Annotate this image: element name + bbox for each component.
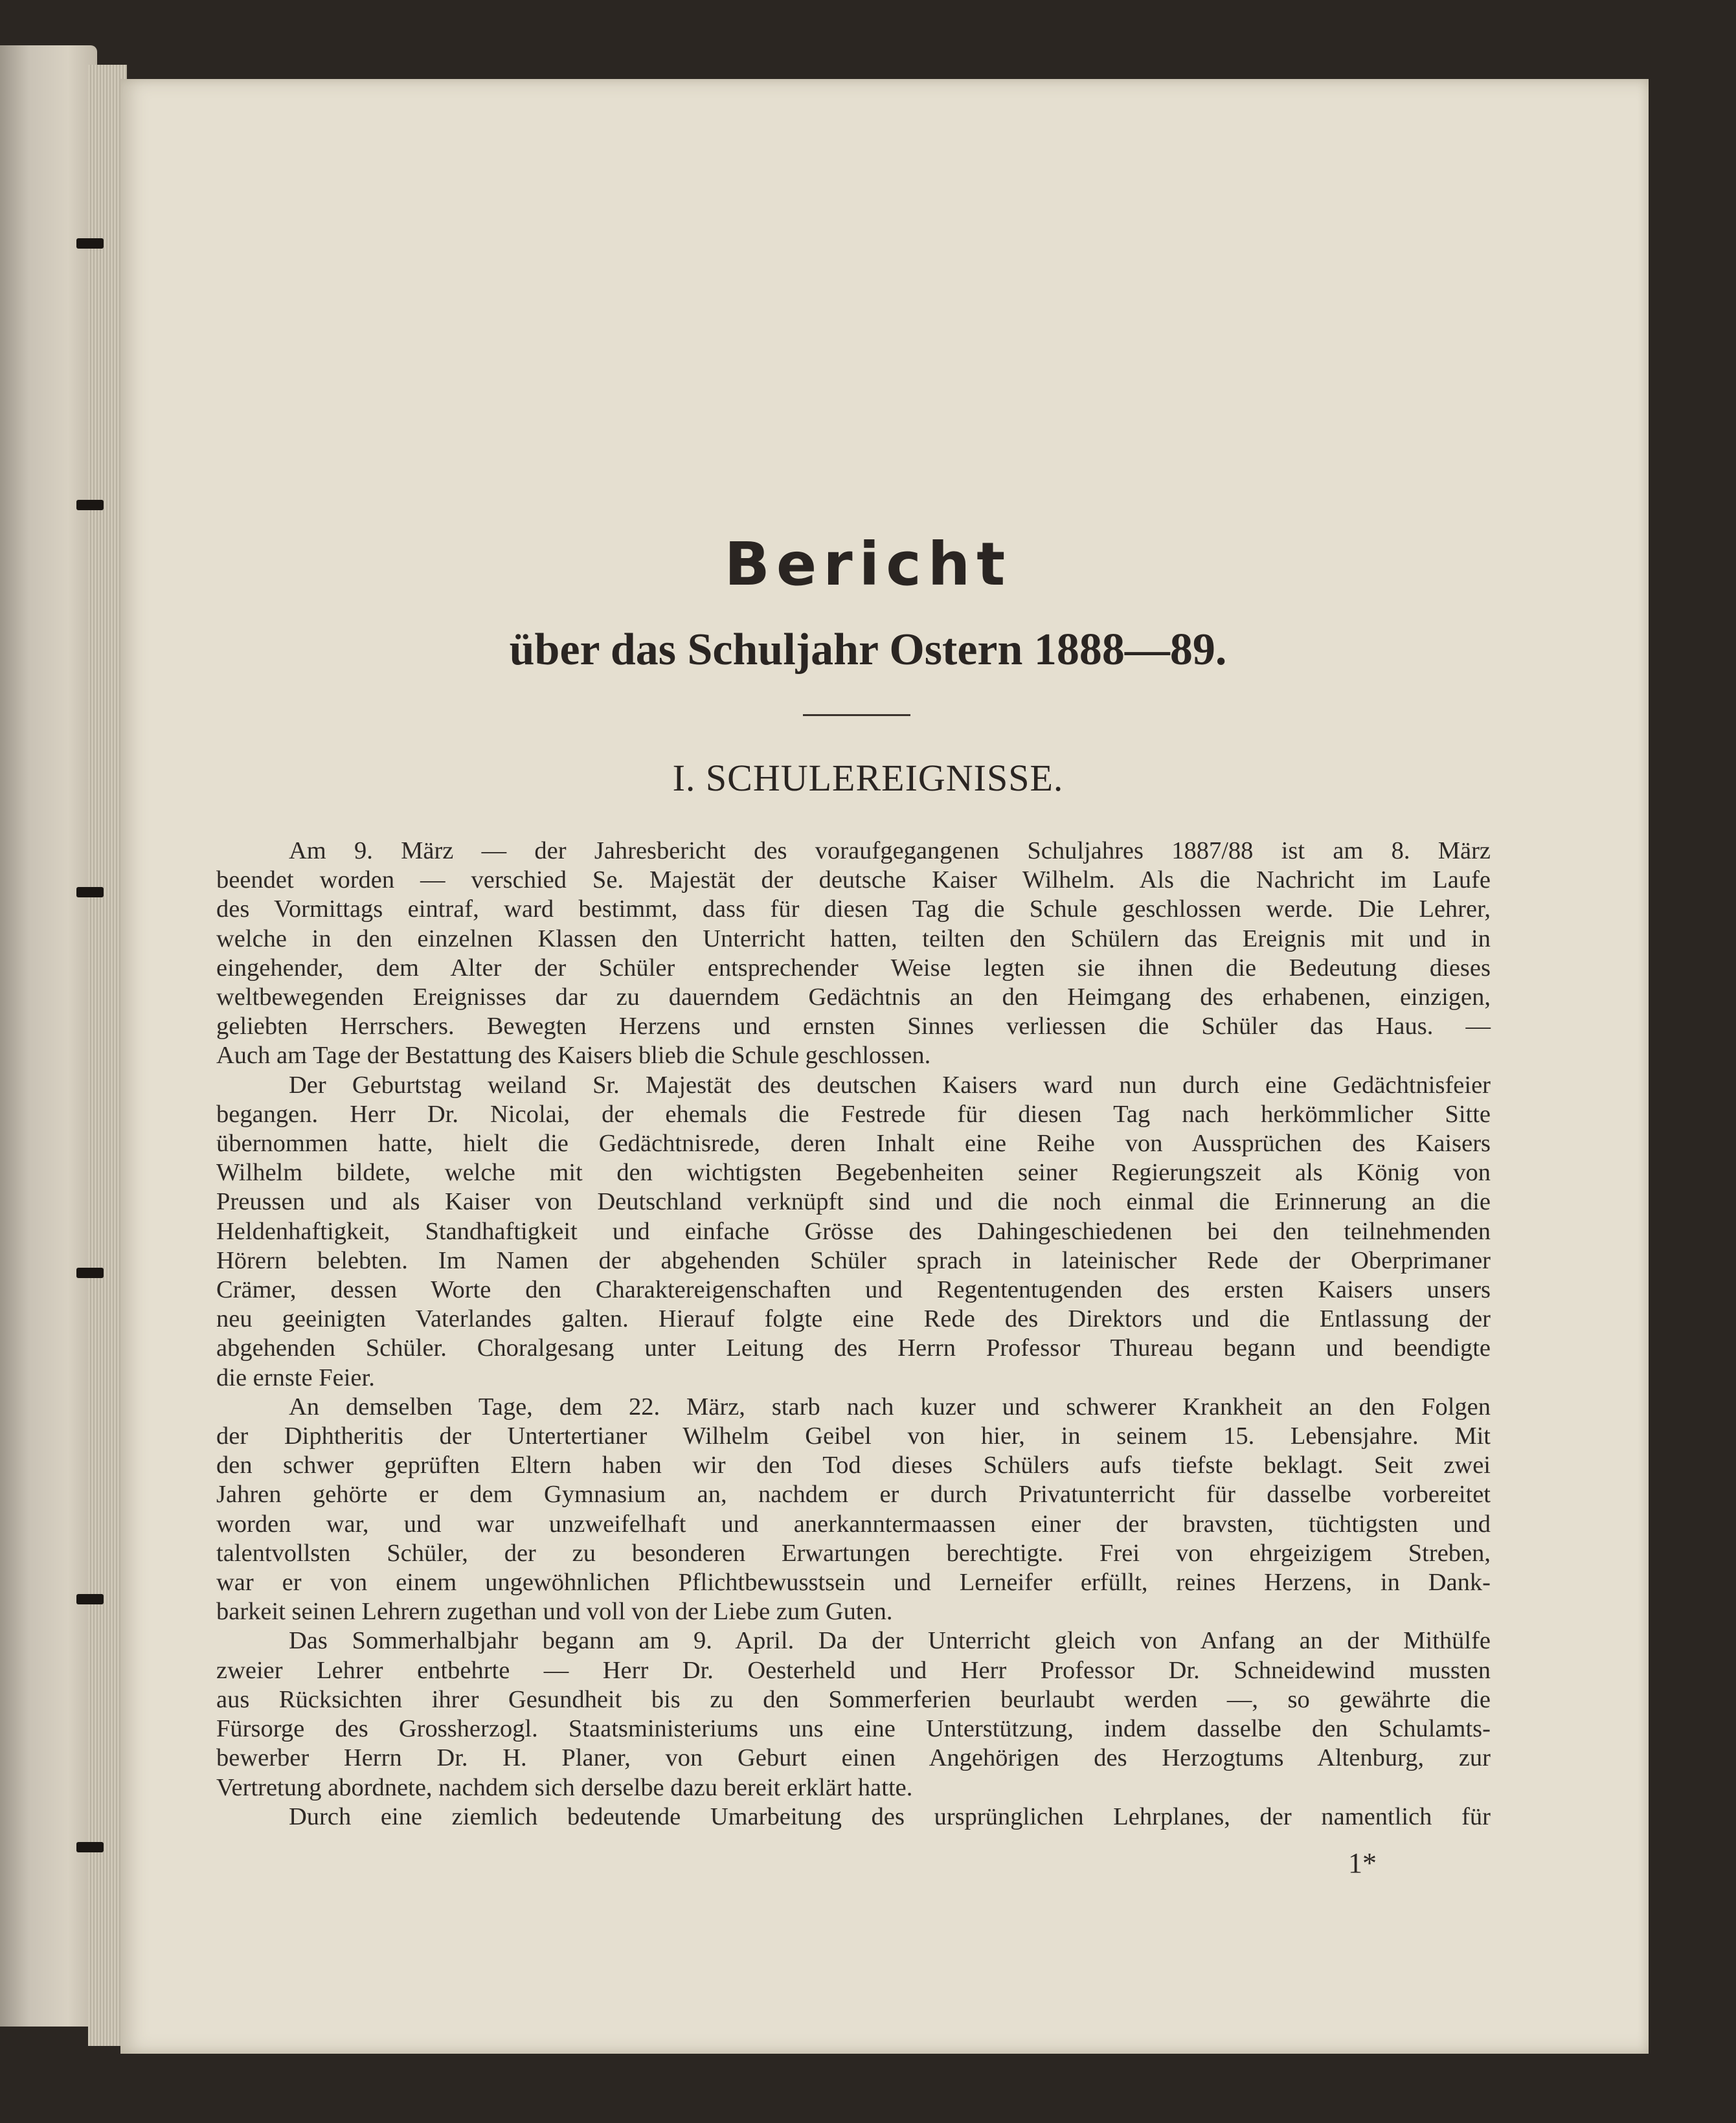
text-line: Fürsorge des Grossherzogl. Staatsministeriums uns eine Unterstützung, indem dasselbe den Schulamts- (216, 1715, 1491, 1743)
text-line: der Diphtheritis der Untertertianer Wilhelm Geibel von hier, in seinem 15. Lebensjahre. Mit (216, 1422, 1491, 1450)
text-line: die ernste Feier. (216, 1364, 375, 1391)
text-line: An demselben Tage, dem 22. März, starb nach kuzer und schwerer Krankheit an den Folgen (289, 1393, 1491, 1421)
text-line: worden war, und war unzweifelhaft und anerkanntermaassen einer der bravsten, tüchtigsten und (216, 1510, 1491, 1538)
text-line: zweier Lehrer entbehrte — Herr Dr. Oesterheld und Herr Professor Dr. Schneidewind mussten (216, 1656, 1491, 1684)
text-line: Auch am Tage der Bestattung des Kaisers blieb die Schule geschlossen. (216, 1042, 931, 1070)
text-line: Hörern belebten. Im Namen der abgehenden Schüler sprach in lateinischer Rede der Oberprimaner (216, 1246, 1491, 1274)
text-line: begangen. Herr Dr. Nicolai, der ehemals die Festrede für diesen Tag nach herkömmlicher Sitte (216, 1100, 1491, 1128)
binding-thread (76, 887, 104, 897)
text-line: Das Sommerhalbjahr begann am 9. April. Da der Unterricht gleich von Anfang an der Mithülfe (289, 1627, 1491, 1655)
text-line: Jahren gehörte er dem Gymnasium an, nachdem er durch Privatunterricht für dasselbe vorbereitet (216, 1481, 1491, 1509)
page-subtitle: über das Schuljahr Ostern 1888—89. (509, 625, 1227, 675)
text-line: übernommen hatte, hielt die Gedächtnisrede, deren Inhalt eine Reihe von Aussprüchen des Kaisers (216, 1130, 1491, 1158)
binding-thread (76, 1268, 104, 1278)
binding-thread (76, 1594, 104, 1604)
text-line: Crämer, dessen Worte den Charaktereigenschaften und Regententugenden des ersten Kaisers unsers (216, 1276, 1491, 1304)
text-line: war er von einem ungewöhnlichen Pflichtbewusstsein und Lerneifer erfüllt, reines Herzens, in Dank- (216, 1569, 1491, 1597)
text-line: beendet worden — verschied Se. Majestät der deutsche Kaiser Wilhelm. Als die Nachricht im Laufe (216, 866, 1491, 894)
binding-thread (76, 500, 104, 510)
text-line: eingehender, dem Alter der Schüler entsprechender Weise legten sie ihnen die Bedeutung dieses (216, 954, 1491, 982)
title-divider (803, 714, 910, 716)
report-body (216, 837, 1491, 1832)
text-line: bewerber Herrn Dr. H. Planer, von Geburt einen Angehörigen des Herzogtums Altenburg, zur (216, 1744, 1491, 1772)
text-line: abgehenden Schüler. Choralgesang unter Leitung des Herrn Professor Thureau begann und beendigte (216, 1334, 1491, 1362)
text-line: des Vormittags eintraf, ward bestimmt, dass für diesen Tag die Schule geschlossen werde. Die Lehrer, (216, 895, 1491, 923)
text-line: Am 9. März — der Jahresbericht des voraufgegangenen Schuljahres 1887/88 ist am 8. März (289, 837, 1491, 864)
left-page-edge (0, 45, 97, 2027)
page-number: 1* (1348, 1847, 1377, 1879)
binding-thread (76, 1842, 104, 1852)
text-line: Preussen und als Kaiser von Deutschland verknüpft sind und die noch einmal die Erinnerung an die (216, 1188, 1491, 1216)
page-title: Bericht (724, 530, 1012, 599)
text-line: welche in den einzelnen Klassen den Unterricht hatten, teilten den Schülern das Ereignis mit und in (216, 925, 1491, 952)
text-line: Vertretung abordnete, nachdem sich derselbe dazu bereit erklärt hatte. (216, 1773, 913, 1801)
text-line: Durch eine ziemlich bedeutende Umarbeitung des ursprünglichen Lehrplanes, der namentlich für (289, 1803, 1491, 1830)
section-heading: I. SCHULEREIGNISSE. (672, 757, 1064, 799)
text-line: Heldenhaftigkeit, Standhaftigkeit und einfache Grösse des Dahingeschiedenen bei den teilnehmenden (216, 1217, 1491, 1245)
binding-thread (76, 238, 104, 249)
text-line: Wilhelm bildete, welche mit den wichtigsten Begebenheiten seiner Regierungszeit als König von (216, 1159, 1491, 1187)
text-line: den schwer geprüften Eltern haben wir den Tod dieses Schülers aufs tiefste beklagt. Seit zwei (216, 1452, 1491, 1479)
text-line: talentvollsten Schüler, der zu besonderen Erwartungen berechtigte. Frei von ehrgeizigem Streben, (216, 1539, 1491, 1567)
text-line: neu geeinigten Vaterlandes galten. Hierauf folgte eine Rede des Direktors und die Entlassung der (216, 1305, 1491, 1333)
text-line: Der Geburtstag weiland Sr. Majestät des deutschen Kaisers ward nun durch eine Gedächtnisfeier (289, 1071, 1491, 1099)
text-line: weltbewegenden Ereignisses dar zu dauerndem Gedächtnis an den Heimgang des erhabenen, einzigen, (216, 983, 1491, 1011)
text-line: aus Rücksichten ihrer Gesundheit bis zu den Sommerferien beurlaubt werden —, so gewährte die (216, 1685, 1491, 1713)
text-line: barkeit seinen Lehrern zugethan und voll von der Liebe zum Guten. (216, 1598, 893, 1626)
text-line: geliebten Herrschers. Bewegten Herzens und ernsten Sinnes verliessen die Schüler das Haus. — (216, 1013, 1491, 1040)
